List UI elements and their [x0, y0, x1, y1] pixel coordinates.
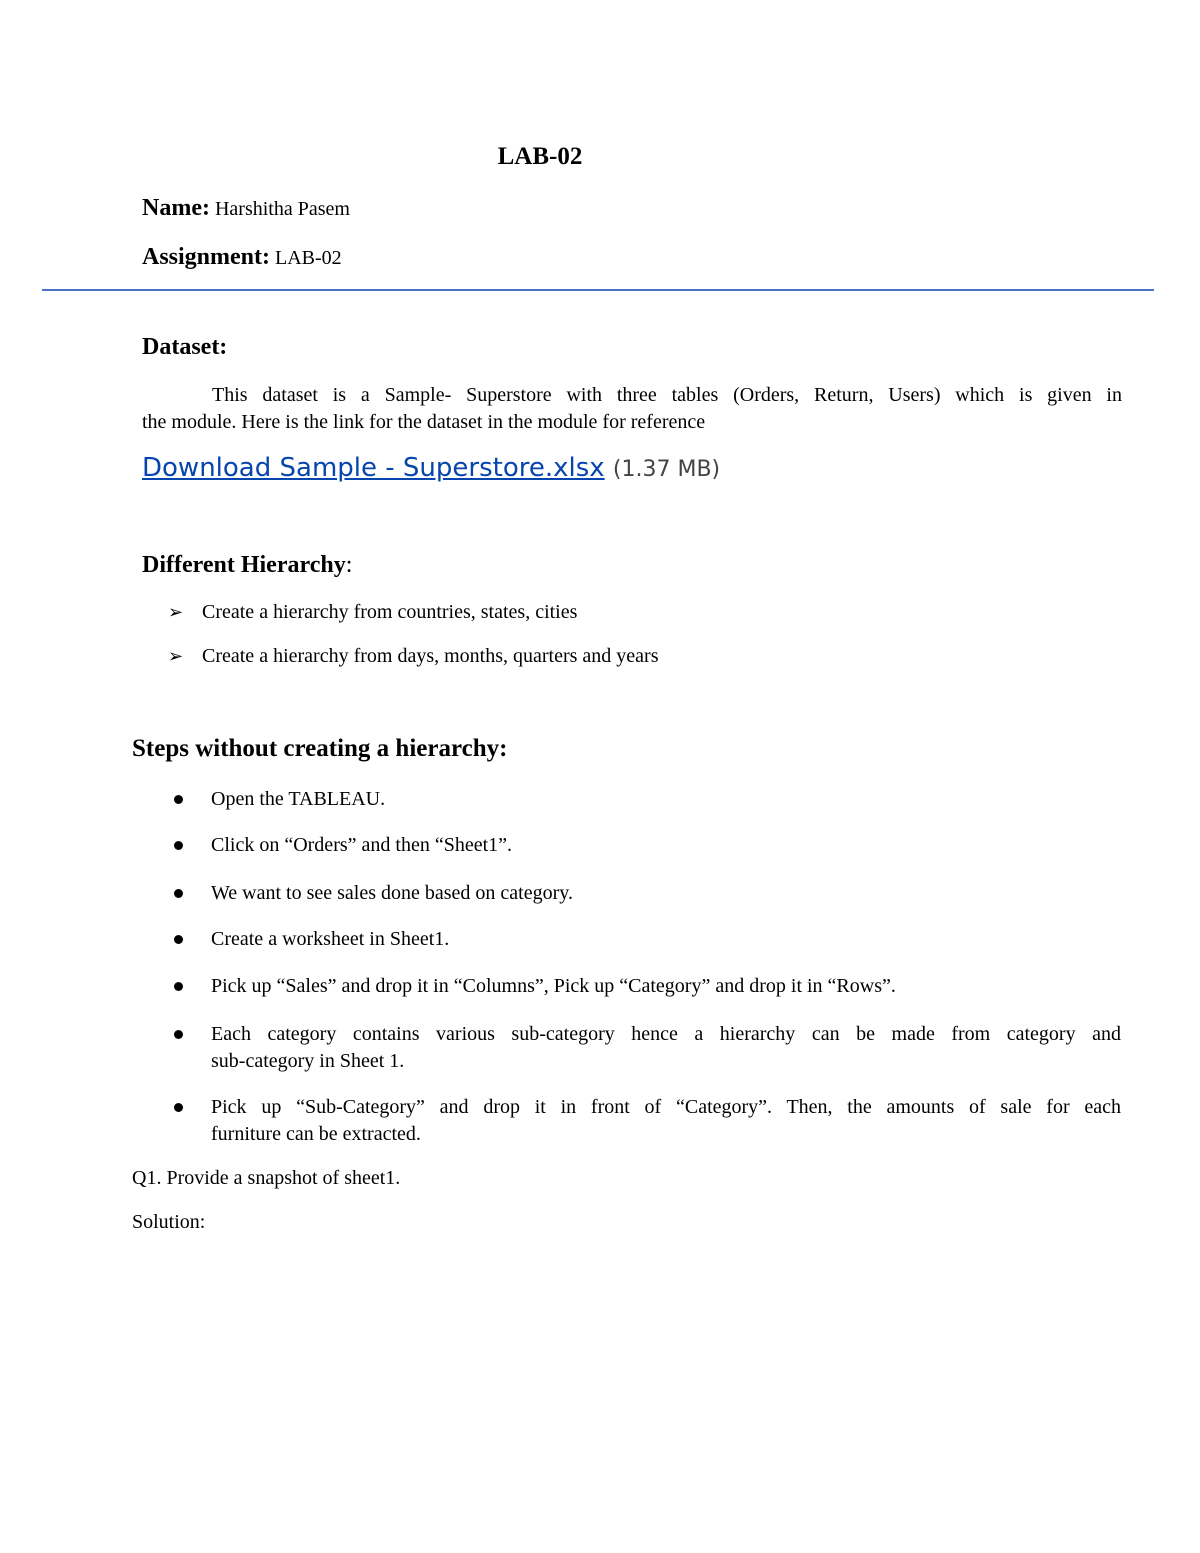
hierarchy-heading	[142, 552, 352, 579]
step-text: Click on “Orders” and then “Sheet1”.	[211, 834, 513, 856]
download-size: (1.37 MB)	[612, 457, 721, 482]
download-link[interactable]: Download Sample - Superstore.xlsx	[142, 453, 605, 483]
download-line	[142, 453, 720, 483]
assignment-label: Assignment:	[142, 244, 271, 270]
horizontal-divider	[42, 289, 1154, 291]
bullet-dot-icon	[174, 889, 183, 898]
step-text: Pick up “Sales” and drop it in “Columns”, Pick up “Category” and drop it in “Rows”.	[211, 975, 896, 997]
step-text-line2: sub-category in Sheet 1.	[211, 1050, 405, 1072]
hierarchy-item-text: Create a hierarchy from countries, states, cities	[202, 601, 578, 623]
dataset-heading: Dataset:	[142, 334, 228, 360]
step-text: Create a worksheet in Sheet1.	[211, 928, 450, 950]
page-title: LAB-02	[497, 143, 583, 170]
bullet-dot-icon	[174, 1103, 183, 1112]
bullet-dot-icon	[174, 935, 183, 944]
bullet-dot-icon	[174, 1030, 183, 1039]
assignment-value: LAB-02	[275, 247, 342, 269]
steps-heading: Steps without creating a hierarchy:	[132, 735, 508, 762]
solution-label: Solution:	[132, 1211, 206, 1233]
name-value: Harshitha Pasem	[214, 198, 350, 220]
question-q1: Q1. Provide a snapshot of sheet1.	[132, 1167, 401, 1189]
arrow-bullet-icon: ➢	[168, 602, 184, 622]
step-text	[211, 1094, 1121, 1148]
step-text: We want to see sales done based on category.	[211, 882, 573, 904]
dataset-paragraph-line2: the module. Here is the link for the dataset in the module for reference	[142, 411, 706, 433]
bullet-dot-icon	[174, 841, 183, 850]
step-text-line1: Each category contains various sub-category hence a hierarchy can be made from category and	[211, 1023, 1121, 1045]
hierarchy-heading-text: Different Hierarchy	[142, 552, 346, 578]
arrow-bullet-icon: ➢	[168, 646, 184, 666]
bullet-dot-icon	[174, 982, 183, 991]
name-line	[142, 195, 350, 222]
hierarchy-item	[168, 601, 577, 624]
step-text: Open the TABLEAU.	[211, 788, 386, 810]
hierarchy-item	[168, 645, 659, 668]
hierarchy-item-text: Create a hierarchy from days, months, quarters and years	[202, 645, 659, 667]
hierarchy-heading-colon: :	[345, 552, 353, 578]
bullet-dot-icon	[174, 795, 183, 804]
step-text-line2: furniture can be extracted.	[211, 1123, 421, 1145]
dataset-paragraph	[142, 382, 1122, 436]
dataset-paragraph-line1: This dataset is a Sample- Superstore with three tables (Orders, Return, Users) which is given in	[212, 384, 1122, 406]
step-text	[211, 1021, 1121, 1075]
assignment-line	[142, 244, 342, 271]
step-text-line1: Pick up “Sub-Category” and drop it in front of “Category”. Then, the amounts of sale for each	[211, 1096, 1121, 1118]
name-label: Name:	[142, 195, 210, 221]
